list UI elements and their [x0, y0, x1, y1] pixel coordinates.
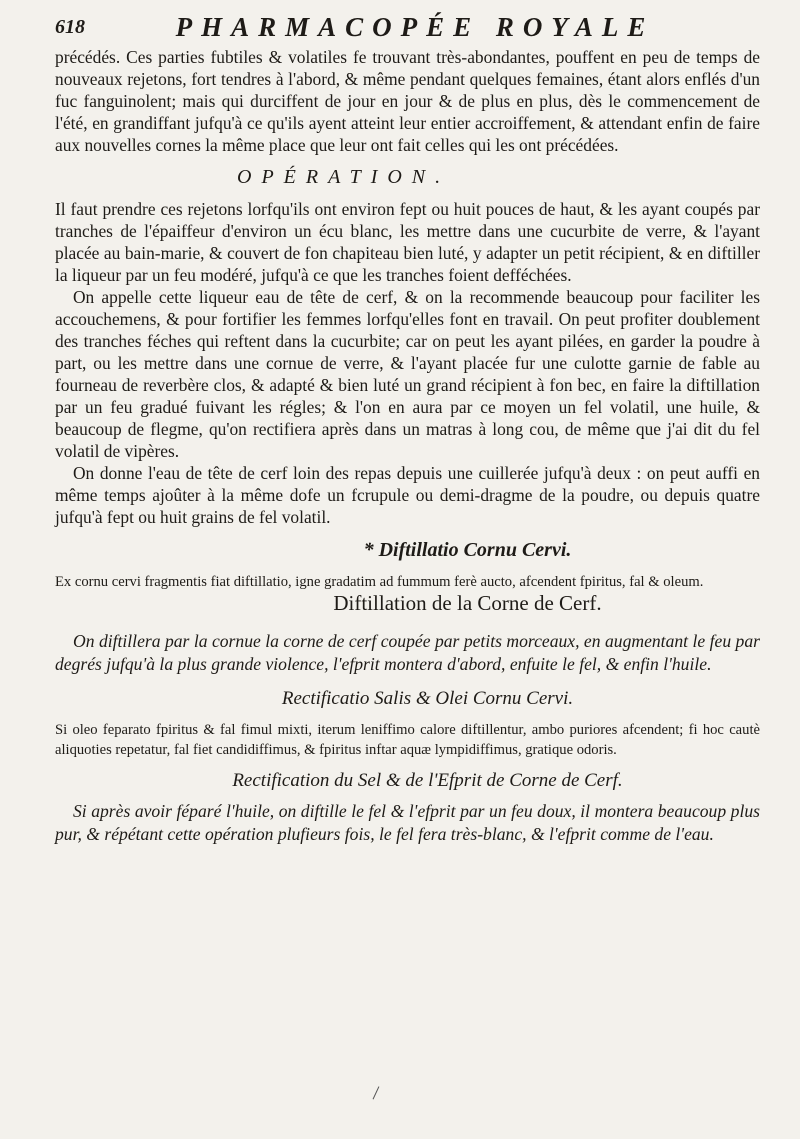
latin-paragraph-2: Si oleo feparato fpiritus & fal fimul mixti, iterum leniffimo calore diftillentur, ambo puriores afcendent; fi hoc cautè aliquoties repetatur, fal fiet candidiffimus, & fpiritus inftar aquæ lympidiffimus, gratique odoris.	[55, 722, 760, 758]
page-header	[55, 10, 755, 50]
operation-paragraph-1: Il faut prendre ces rejetons lorfqu'ils ont environ fept ou huit pouces de haut, & les ayant coupés par tranches de l'épaiffeur d'environ un écu blanc, les mettre dans une cucurbite de verre, & l'ayant placée au bain-marie, & couvert de fon chapiteau bien luté, y adapter un petit récipient, & en diftiller la liqueur par un feu modéré, jufqu'à ce que les tranches foient defféchées.	[55, 199, 760, 285]
french-heading: Diftillation de la Corne de Cerf.	[333, 591, 602, 615]
french-paragraph-1: On diftillera par la cornue la corne de cerf coupée par petits morceaux, en augmentant le feu par degrés jufqu'à la plus grande violence, l'efprit montera d'abord, enfuite le fel, & enfin l'huile.	[55, 631, 760, 674]
french-paragraph-2: Si après avoir féparé l'huile, on diftille le fel & l'efprit par un feu doux, il montera beaucoup plus pur, & répétant cette opération plufieurs fois, le fel fera très-blanc, & l'efprit comme de l'eau.	[55, 801, 760, 844]
latin-paragraph-1: Ex cornu cervi fragmentis fiat diftillatio, igne gradatim ad fummum ferè aucto, afcendent fpiritus, fal & oleum.	[55, 574, 704, 590]
running-title: PHARMACOPÉE ROYALE	[175, 12, 655, 42]
page-number: 618	[55, 16, 85, 38]
french-subheading: Rectification du Sel & de l'Efprit de Corne de Cerf.	[232, 770, 623, 791]
latin-heading: * Diftillatio Cornu Cervi.	[363, 539, 572, 561]
operation-heading: OPÉRATION.	[237, 166, 451, 188]
stray-pen-mark	[373, 1086, 389, 1103]
operation-paragraph-2: On appelle cette liqueur eau de tête de cerf, & on la recommende beaucoup pour faciliter les accouchemens, & pour fortifier les femmes lorfqu'elles font en travail. On peut profiter doublement des tranches féches qui reftent dans la cucurbite; car on peut les ayant pilées, en garder la poudre à part, ou les mettre dans une cornue de verre, & l'ayant placée fur une culotte garnie de fable au fourneau de reverbère clos, & adapté & bien luté un grand récipient à fon bec, en faire la diftillation par un feu gradué fuivant les régles; & l'on en aura par ce moyen un fel volatil, une huile, & beaucoup de flegme, qu'on rectifiera après dans un matras à long cou, de même que j'ai dit du fel volatil de vipères.	[55, 287, 760, 461]
page-body	[55, 46, 760, 846]
operation-paragraph-3: On donne l'eau de tête de cerf loin des repas depuis une cuillerée jufqu'à deux : on peut auffi en même temps ajoûter à la même dofe un fcrupule ou demi-dragme de la poudre, ou depuis quatre jufqu'à fept ou huit grains de fel volatil.	[55, 463, 760, 527]
intro-paragraph: précédés. Ces parties fubtiles & volatiles fe trouvant très-abondantes, pouffent en peu de temps de nouveaux rejetons, fort tendres à l'abord, & même pendant quelques femaines, étant alors enflés d'un fuc fanguinolent; mais qui durciffent de jour en jour & de plus en plus, dès le commencement de l'été, en grandiffant jufqu'à ce qu'ils ayent atteint leur entier accroiffement, & attendant enfin de faire aux nouvelles cornes la même place que leur ont fait celles qui les ont précédées.	[55, 47, 760, 155]
latin-subheading: Rectificatio Salis & Olei Cornu Cervi.	[281, 688, 574, 709]
